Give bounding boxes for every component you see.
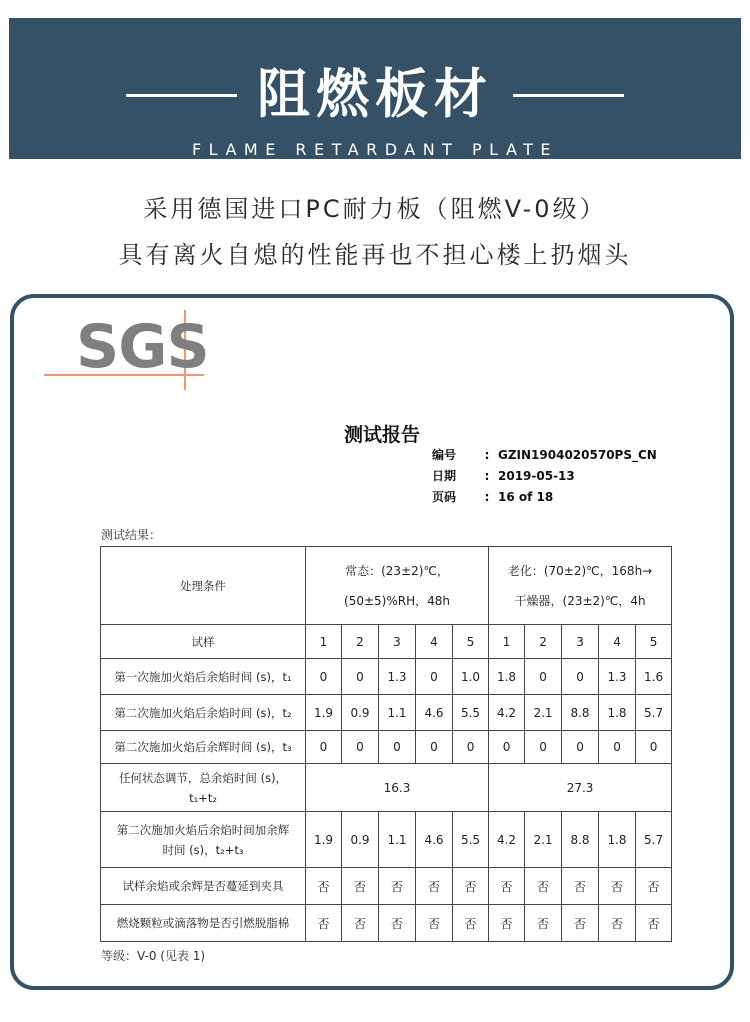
table-cell: 1.8 [489, 659, 525, 695]
table-cell: 4.2 [489, 812, 525, 868]
total-value-normal: 16.3 [306, 764, 489, 812]
table-cell: 5.5 [453, 695, 489, 731]
table-cell: 1.9 [306, 695, 342, 731]
table-cell: 0 [599, 731, 636, 764]
meta-sep: : [484, 448, 490, 462]
meta-key: 页码 [432, 490, 457, 504]
sample-number: 1 [306, 625, 342, 659]
meta-date [432, 467, 575, 484]
sgs-logo-text: SGS [76, 312, 209, 382]
table-cell: 0 [306, 731, 342, 764]
row-label: 第二次施加火焰后余辉时间 (s)，t₃ [101, 731, 306, 764]
meta-value: 16 of 18 [498, 490, 554, 504]
header-banner [9, 18, 741, 159]
row-label: 第二次施加火焰后余焰时间 (s)，t₂ [101, 695, 306, 731]
table-cell: 2.1 [525, 812, 562, 868]
meta-value: GZIN1904020570PS_CN [498, 448, 657, 462]
sample-number: 5 [636, 625, 672, 659]
table-cell: 否 [379, 905, 416, 942]
table-cell: 0 [562, 659, 599, 695]
row-label: 试样余焰或余辉是否蔓延到夹具 [101, 868, 306, 905]
sample-number: 2 [342, 625, 379, 659]
table-cell: 1.6 [636, 659, 672, 695]
conditions-row [101, 547, 672, 625]
table-cell: 0 [453, 731, 489, 764]
table-cell: 否 [489, 868, 525, 905]
table-cell: 否 [416, 905, 453, 942]
total-row-label [101, 764, 306, 812]
table-cell: 5.7 [636, 812, 672, 868]
table-cell: 5.7 [636, 695, 672, 731]
table-cell: 0 [562, 731, 599, 764]
table-cell: 0 [489, 731, 525, 764]
table-cell: 4.2 [489, 695, 525, 731]
table-cell: 否 [599, 868, 636, 905]
meta-value: 2019-05-13 [498, 469, 575, 483]
table-cell: 8.8 [562, 695, 599, 731]
results-label: 测试结果： [101, 528, 162, 542]
sample-row [101, 625, 672, 659]
table-cell: 否 [525, 905, 562, 942]
afterglow-row [101, 812, 672, 868]
results-table [100, 546, 672, 942]
sample-number: 3 [562, 625, 599, 659]
table-cell: 否 [636, 905, 672, 942]
table-row [101, 659, 672, 695]
meta-sep: : [484, 469, 490, 483]
banner-title: 阻燃板材 [257, 64, 493, 125]
table-cell: 0.9 [342, 695, 379, 731]
table-cell: 1.1 [379, 695, 416, 731]
sample-number: 5 [453, 625, 489, 659]
table-row [101, 868, 672, 905]
condition-aged-line1: 老化：(70±2)℃，168h→ [507, 563, 653, 578]
total-label-line2: t₁+t₂ [189, 790, 217, 805]
table-cell: 否 [562, 905, 599, 942]
description-line-2: 具有离火自熄的性能再也不担心楼上扔烟头 [118, 241, 632, 269]
table-cell: 0 [636, 731, 672, 764]
table-cell: 0 [379, 731, 416, 764]
afterglow-row-label [101, 812, 306, 868]
sample-header: 试样 [101, 625, 306, 659]
table-cell: 0 [342, 659, 379, 695]
sample-number: 4 [599, 625, 636, 659]
banner-title-row [9, 60, 741, 130]
sample-number: 4 [416, 625, 453, 659]
table-cell: 0 [525, 731, 562, 764]
table-cell: 0 [525, 659, 562, 695]
condition-normal-line1: 常态：(23±2)℃， [345, 563, 449, 578]
table-cell: 0 [416, 731, 453, 764]
title-left-rule [126, 94, 237, 97]
table-row [101, 731, 672, 764]
meta-key: 编号 [432, 448, 457, 462]
table-cell: 否 [599, 905, 636, 942]
sample-number: 1 [489, 625, 525, 659]
table-cell: 否 [416, 868, 453, 905]
table-cell: 5.5 [453, 812, 489, 868]
table-cell: 1.3 [599, 659, 636, 695]
condition-normal-line2: (50±5)%RH，48h [344, 593, 450, 608]
table-cell: 0 [306, 659, 342, 695]
row-label: 第一次施加火焰后余焰时间 (s)，t₁ [101, 659, 306, 695]
conditions-header: 处理条件 [101, 547, 306, 625]
meta-page [432, 488, 553, 505]
table-row [101, 905, 672, 942]
condition-aged [489, 547, 672, 625]
total-time-row [101, 764, 672, 812]
table-cell: 1.1 [379, 812, 416, 868]
table-cell: 否 [342, 868, 379, 905]
description-line-1: 采用德国进口PC耐力板（阻燃V-0级） [143, 195, 607, 223]
table-cell: 否 [636, 868, 672, 905]
table-cell: 否 [379, 868, 416, 905]
table-cell: 0.9 [342, 812, 379, 868]
table-cell: 0 [342, 731, 379, 764]
afterglow-label-line1: 第二次施加火焰后余焰时间加余辉 [116, 822, 290, 837]
table-cell: 否 [342, 905, 379, 942]
grade-note: 等级：V-0 (见表 1) [101, 949, 206, 963]
table-cell: 1.0 [453, 659, 489, 695]
total-value-aged: 27.3 [489, 764, 672, 812]
table-row [101, 695, 672, 731]
table-cell: 否 [489, 905, 525, 942]
meta-sep: : [484, 490, 490, 504]
condition-aged-line2: 干燥器，(23±2)℃，4h [514, 593, 646, 608]
test-report-card [10, 294, 734, 990]
sample-number: 2 [525, 625, 562, 659]
table-cell: 否 [453, 868, 489, 905]
table-cell: 否 [306, 868, 342, 905]
report-title: 测试报告 [344, 424, 421, 446]
table-cell: 1.8 [599, 695, 636, 731]
banner-subtitle: FLAME RETARDANT PLATE [191, 140, 559, 159]
table-cell: 1.9 [306, 812, 342, 868]
table-cell: 否 [525, 868, 562, 905]
table-cell: 否 [562, 868, 599, 905]
sample-number: 3 [379, 625, 416, 659]
table-cell: 4.6 [416, 695, 453, 731]
table-cell: 8.8 [562, 812, 599, 868]
table-cell: 4.6 [416, 812, 453, 868]
table-cell: 2.1 [525, 695, 562, 731]
table-cell: 0 [416, 659, 453, 695]
condition-normal [306, 547, 489, 625]
meta-report-number [432, 446, 657, 463]
table-cell: 否 [453, 905, 489, 942]
table-cell: 1.8 [599, 812, 636, 868]
total-label-line1: 任何状态调节，总余焰时间 (s)， [118, 770, 288, 785]
table-cell: 1.3 [379, 659, 416, 695]
afterglow-label-line2: 时间 (s)，t₂+t₃ [162, 842, 244, 857]
row-label: 燃烧颗粒或滴落物是否引燃脱脂棉 [101, 905, 306, 942]
sgs-logo [44, 310, 214, 390]
meta-key: 日期 [432, 469, 457, 483]
title-right-rule [513, 94, 624, 97]
table-cell: 否 [306, 905, 342, 942]
